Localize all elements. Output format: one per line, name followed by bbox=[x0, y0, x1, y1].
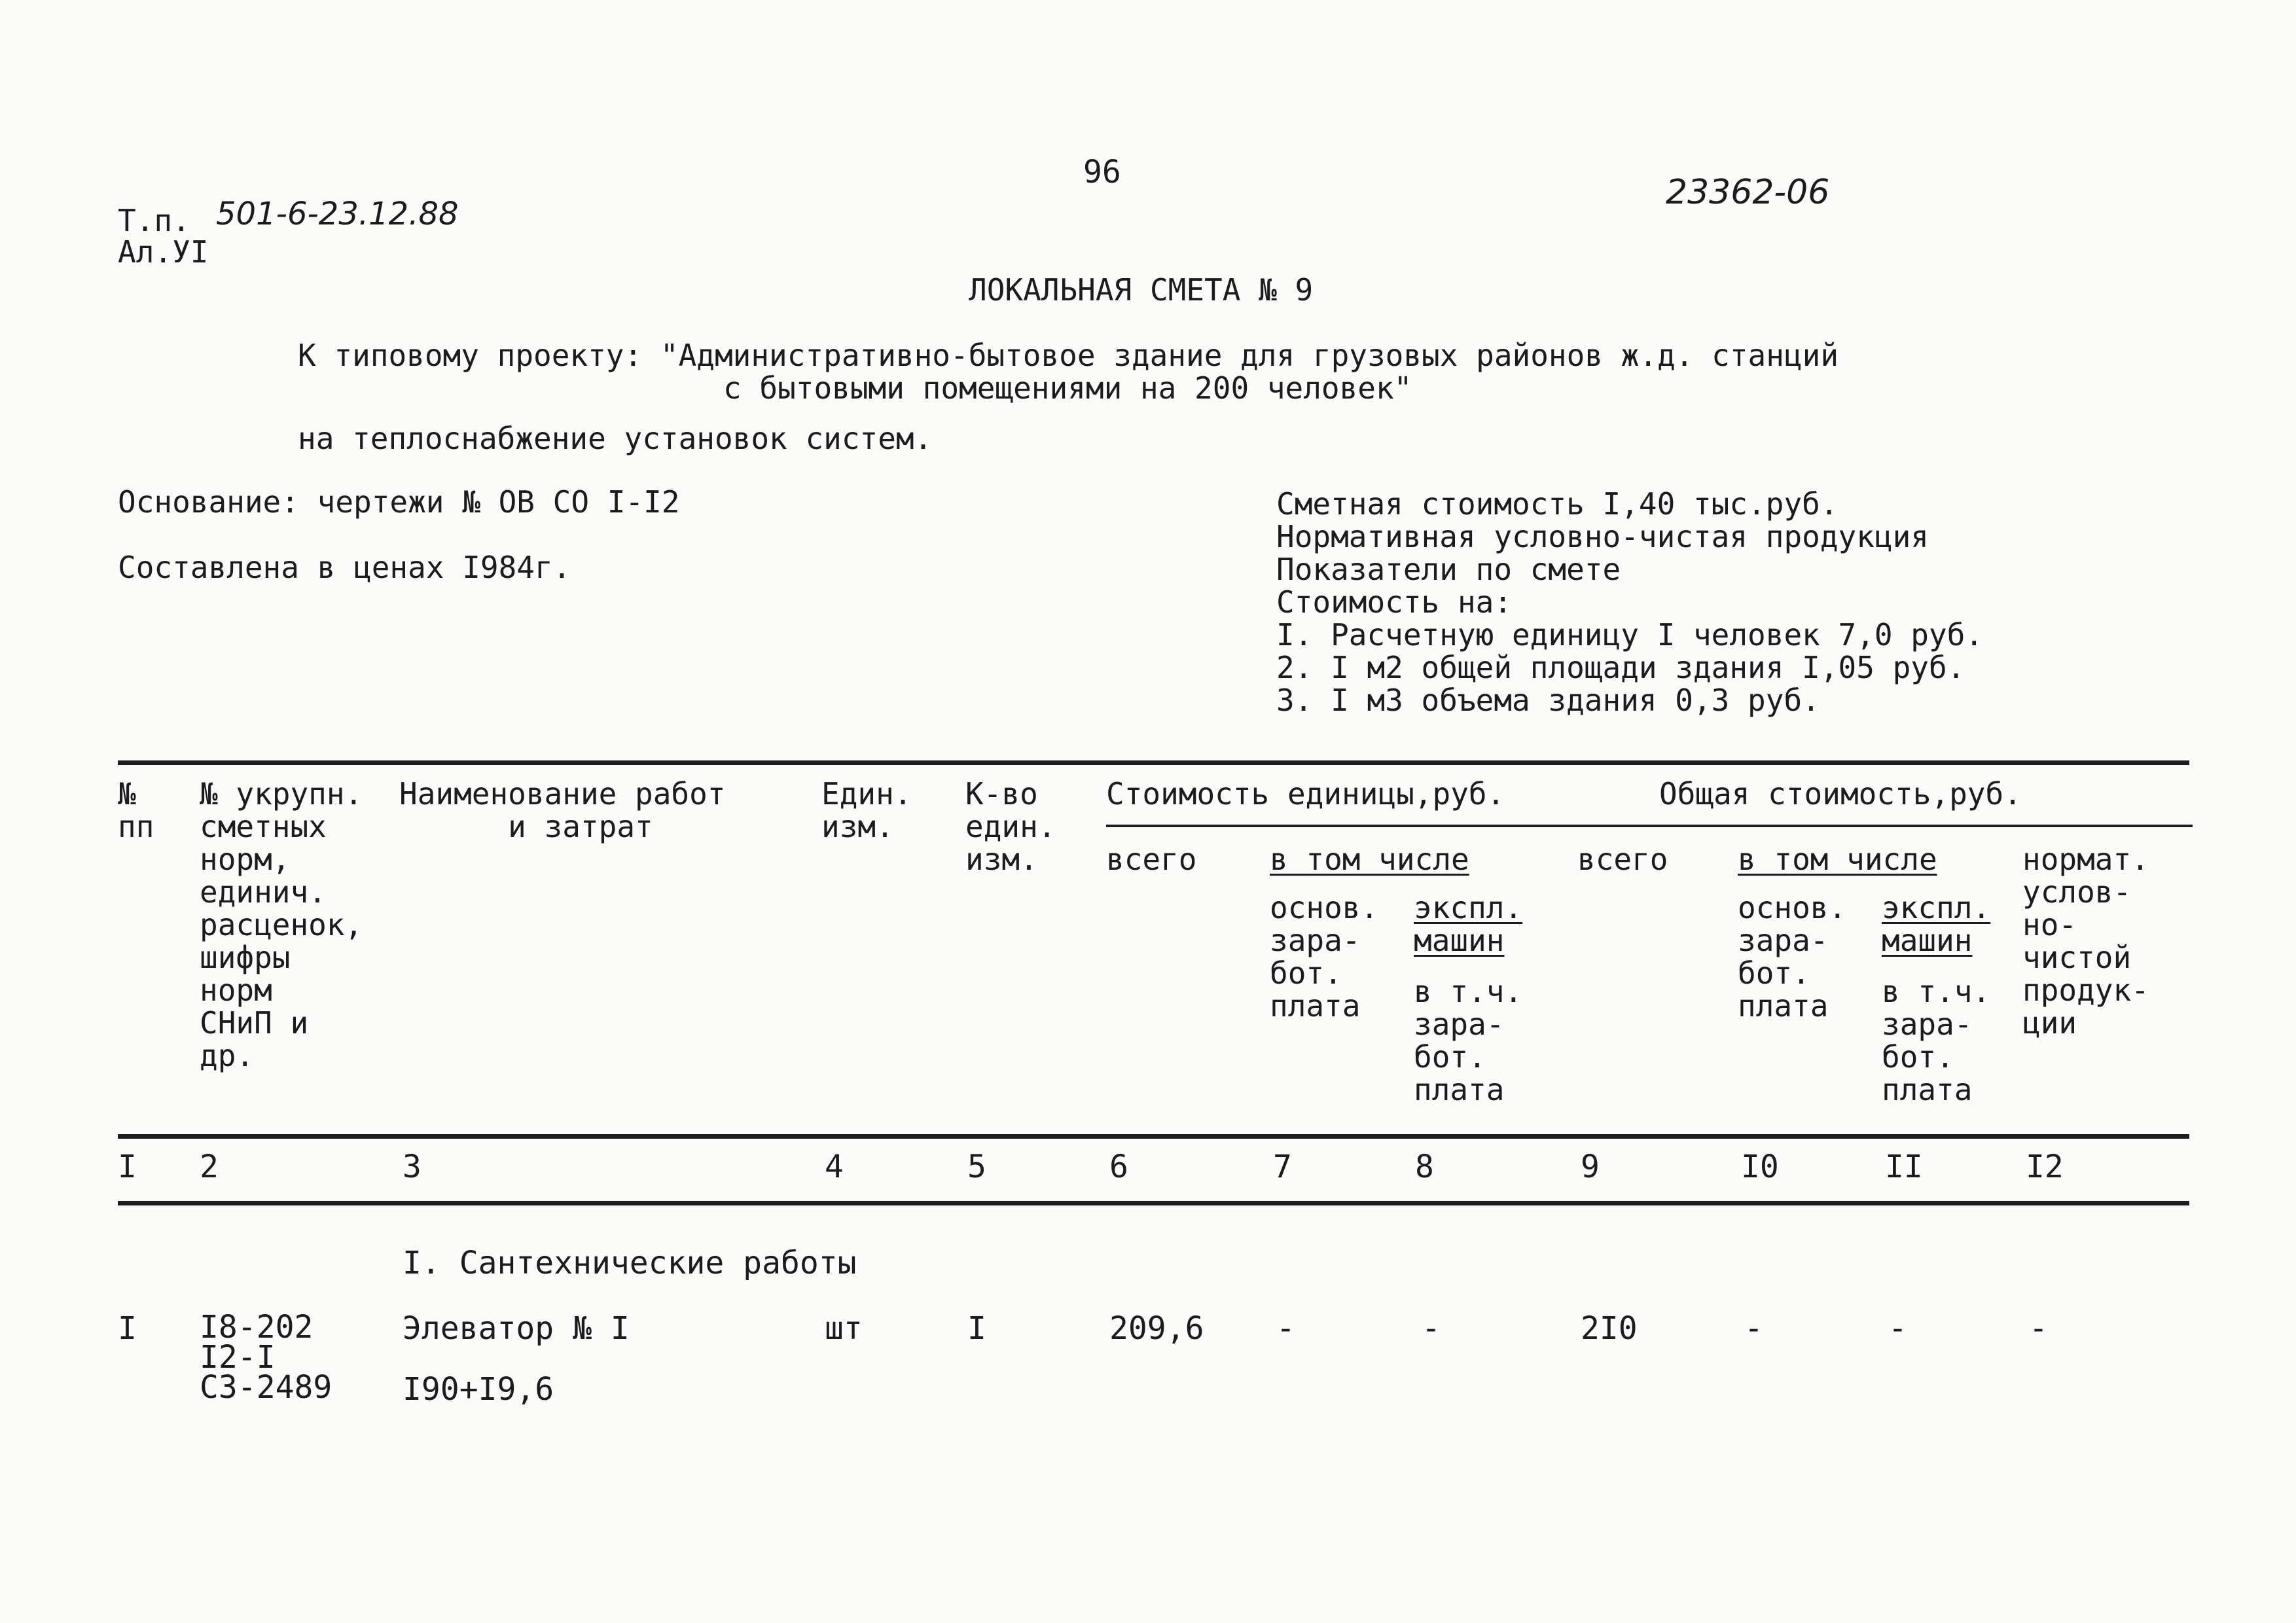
header-total-machines: экспл. машин bbox=[1882, 890, 1991, 958]
row-norm-net: - bbox=[2029, 1310, 2048, 1347]
header-unit-machines: экспл. машин bbox=[1414, 890, 1523, 958]
summary-cost: Сметная стоимость I,40 тыс.руб. bbox=[1276, 486, 1839, 522]
row-unit-total: 209,6 bbox=[1109, 1310, 1204, 1347]
column-number: 8 bbox=[1415, 1149, 1434, 1185]
column-number: I0 bbox=[1741, 1149, 1779, 1185]
header-unit-total: всего bbox=[1106, 842, 1197, 877]
header-norm-code: № укрупн. сметных норм, единич. расценок, шифры норм СНиП и др. bbox=[200, 776, 363, 1073]
document-title: ЛОКАЛЬНАЯ СМЕТА № 9 bbox=[969, 272, 1314, 308]
header-total-machines-wage: в т.ч. зара- бот. плата bbox=[1882, 974, 1991, 1107]
header-bottom-rule bbox=[118, 1134, 2189, 1139]
column-number: II bbox=[1885, 1149, 1923, 1185]
album-label: Ал.УI bbox=[118, 234, 209, 270]
table-top-rule bbox=[118, 760, 2189, 765]
header-unit: Един. изм. bbox=[821, 776, 912, 844]
header-unit-cost: Стоимость единицы,руб. bbox=[1106, 776, 1505, 812]
numbers-bottom-rule bbox=[118, 1201, 2189, 1205]
summary-item-1: I. Расчетную единицу I человек 7,0 руб. bbox=[1276, 617, 1984, 652]
column-number: 6 bbox=[1109, 1149, 1128, 1185]
project-prefix: Т.п. bbox=[118, 203, 190, 238]
row-total: 2I0 bbox=[1581, 1310, 1638, 1347]
row-quantity: I bbox=[967, 1310, 986, 1347]
basis-line: Основание: чертежи № ОВ СО I-I2 bbox=[118, 484, 680, 520]
summary-item-3: 3. I м3 объема здания 0,3 руб. bbox=[1276, 683, 1820, 718]
summary-cost-for: Стоимость на: bbox=[1276, 584, 1513, 620]
project-number: 501-6-23.12.88 bbox=[216, 196, 459, 232]
column-number: 9 bbox=[1581, 1149, 1600, 1185]
row-total-wage: - bbox=[1744, 1310, 1763, 1347]
cost-group-rule bbox=[1106, 825, 2193, 827]
estimate-subject: на теплоснабжение установок систем. bbox=[298, 421, 933, 456]
summary-normative: Нормативная условно-чистая продукция bbox=[1276, 519, 1929, 554]
page-number: 96 bbox=[1083, 154, 1121, 190]
prices-line: Составлена в ценах I984г. bbox=[118, 550, 571, 585]
column-number: I bbox=[118, 1149, 137, 1185]
header-unit-incl: в том числе bbox=[1270, 842, 1469, 877]
row-unit-wage: - bbox=[1276, 1310, 1295, 1347]
section-title: I. Сантехнические работы bbox=[403, 1245, 857, 1281]
row-unit: шт bbox=[825, 1310, 863, 1347]
column-number: I2 bbox=[2026, 1149, 2064, 1185]
row-number: I bbox=[118, 1310, 137, 1347]
project-line-1: К типовому проекту: "Административно-бытовое здание для грузовых районов ж.д. станций bbox=[298, 338, 1839, 373]
column-number: 5 bbox=[967, 1149, 986, 1185]
header-quantity: К-во един. изм. bbox=[965, 776, 1056, 877]
summary-item-2: 2. I м2 общей площади здания I,05 руб. bbox=[1276, 650, 1965, 685]
row-total-machines: - bbox=[1888, 1310, 1907, 1347]
header-unit-machines-wage: в т.ч. зара- бот. плата bbox=[1414, 974, 1523, 1107]
column-number: 4 bbox=[825, 1149, 844, 1185]
column-number: 3 bbox=[403, 1149, 422, 1185]
row-unit-machines: - bbox=[1422, 1310, 1441, 1347]
summary-indicators: Показатели по смете bbox=[1276, 552, 1621, 587]
column-number: 2 bbox=[200, 1149, 219, 1185]
header-total-cost: Общая стоимость,руб. bbox=[1659, 776, 2022, 812]
row-norm-code: I8-202 I2-I СЗ-2489 bbox=[200, 1309, 332, 1406]
project-line-2: с бытовыми помещениями на 200 человек" bbox=[723, 370, 1412, 406]
header-norm-net: нормат. услов- но- чистой продук- ции bbox=[2022, 842, 2149, 1041]
header-unit-wage: основ. зара- бот. плата bbox=[1270, 890, 1379, 1024]
row-calculation: I90+I9,6 bbox=[403, 1371, 554, 1408]
column-number: 7 bbox=[1273, 1149, 1292, 1185]
header-total-wage: основ. зара- бот. плата bbox=[1738, 890, 1847, 1024]
header-work-name: Наименование работ и затрат bbox=[399, 776, 726, 844]
header-total-incl: в том числе bbox=[1738, 842, 1937, 877]
header-row-number: № пп bbox=[118, 776, 154, 844]
registry-number: 23362-06 bbox=[1666, 173, 1830, 212]
row-work-name: Элеватор № I bbox=[403, 1310, 630, 1347]
header-total-total: всего bbox=[1577, 842, 1668, 877]
